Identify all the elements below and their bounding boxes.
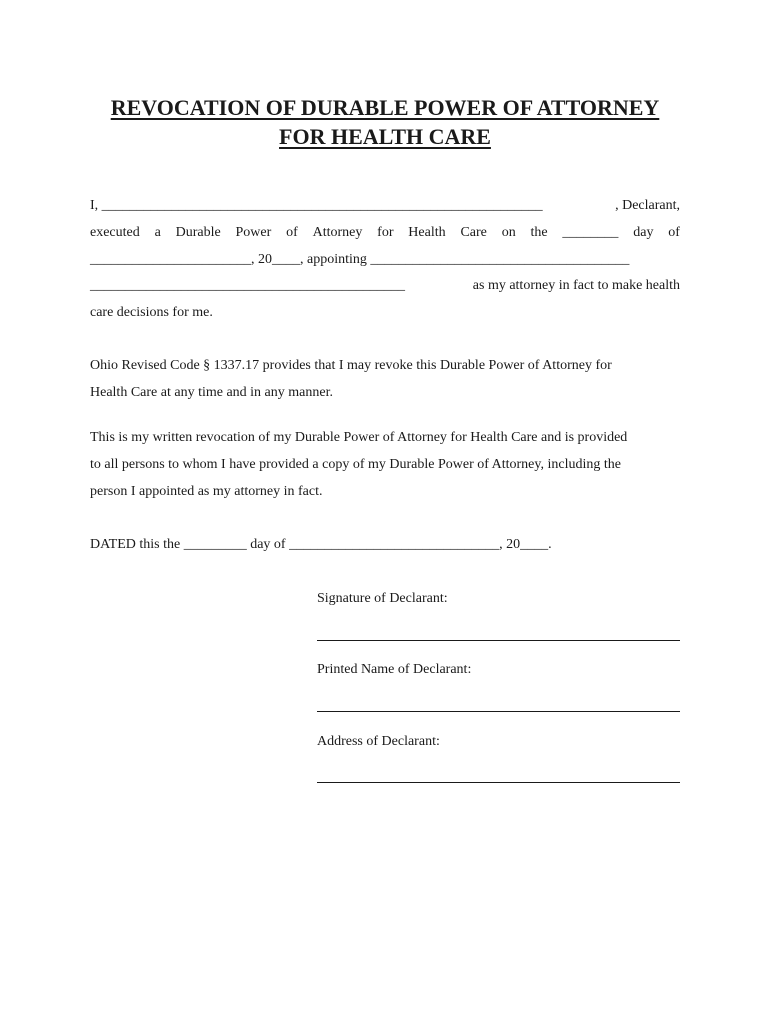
declaration-word: day <box>633 225 654 240</box>
declaration-word: executed <box>90 225 140 240</box>
declaration-word: for <box>377 225 394 240</box>
dated-line[interactable]: DATED this the _________ day of ______________________________, 20____. <box>90 537 552 552</box>
declaration-line-5: care decisions for me. <box>90 305 213 320</box>
declaration-word: a <box>154 225 161 240</box>
declaration-word: on <box>501 225 516 240</box>
revocation-line-3: person I appointed as my attorney in fact. <box>90 484 323 499</box>
declaration-word: Durable <box>175 225 221 240</box>
declarant-name-blank[interactable]: I, _______________________________________________________________ <box>90 198 543 213</box>
printed-name-label: Printed Name of Declarant: <box>317 662 472 677</box>
ohio-code-line-1: Ohio Revised Code § 1337.17 provides that I may revoke this Durable Power of Attorney for <box>90 358 612 373</box>
signature-line[interactable] <box>317 640 680 641</box>
declaration-line-2 <box>90 224 680 242</box>
revocation-line-2: to all persons to whom I have provided a copy of my Durable Power of Attorney, including the <box>90 457 621 472</box>
attorney-purpose-text: as my attorney in fact to make health <box>472 278 680 293</box>
declaration-word: Attorney <box>312 225 363 240</box>
declaration-word: Power <box>235 225 272 240</box>
declaration-word: of <box>668 225 680 240</box>
address-line[interactable] <box>317 782 680 783</box>
printed-name-line[interactable] <box>317 711 680 712</box>
declaration-line-3[interactable]: _______________________, 20____, appointing _____________________________________ <box>90 252 630 267</box>
title-line-1: REVOCATION OF DURABLE POWER OF ATTORNEY <box>110 95 660 120</box>
declaration-line-1 <box>90 197 680 215</box>
signature-label: Signature of Declarant: <box>317 591 448 606</box>
ohio-code-line-2: Health Care at any time and in any manner. <box>90 385 333 400</box>
attorney-name-blank[interactable]: _____________________________________________ <box>90 278 405 293</box>
declaration-word: the <box>530 225 548 240</box>
execution-day-blank[interactable]: ________ <box>562 225 619 240</box>
declaration-word: of <box>286 225 298 240</box>
declaration-line-4 <box>90 277 680 295</box>
revocation-line-1: This is my written revocation of my Durable Power of Attorney for Health Care and is provided <box>90 430 628 445</box>
declaration-word: Care <box>460 225 487 240</box>
address-label: Address of Declarant: <box>317 734 440 749</box>
declarant-label: , Declarant, <box>615 198 680 213</box>
title-line-2: FOR HEALTH CARE <box>279 124 491 149</box>
declaration-word: Health <box>408 225 446 240</box>
